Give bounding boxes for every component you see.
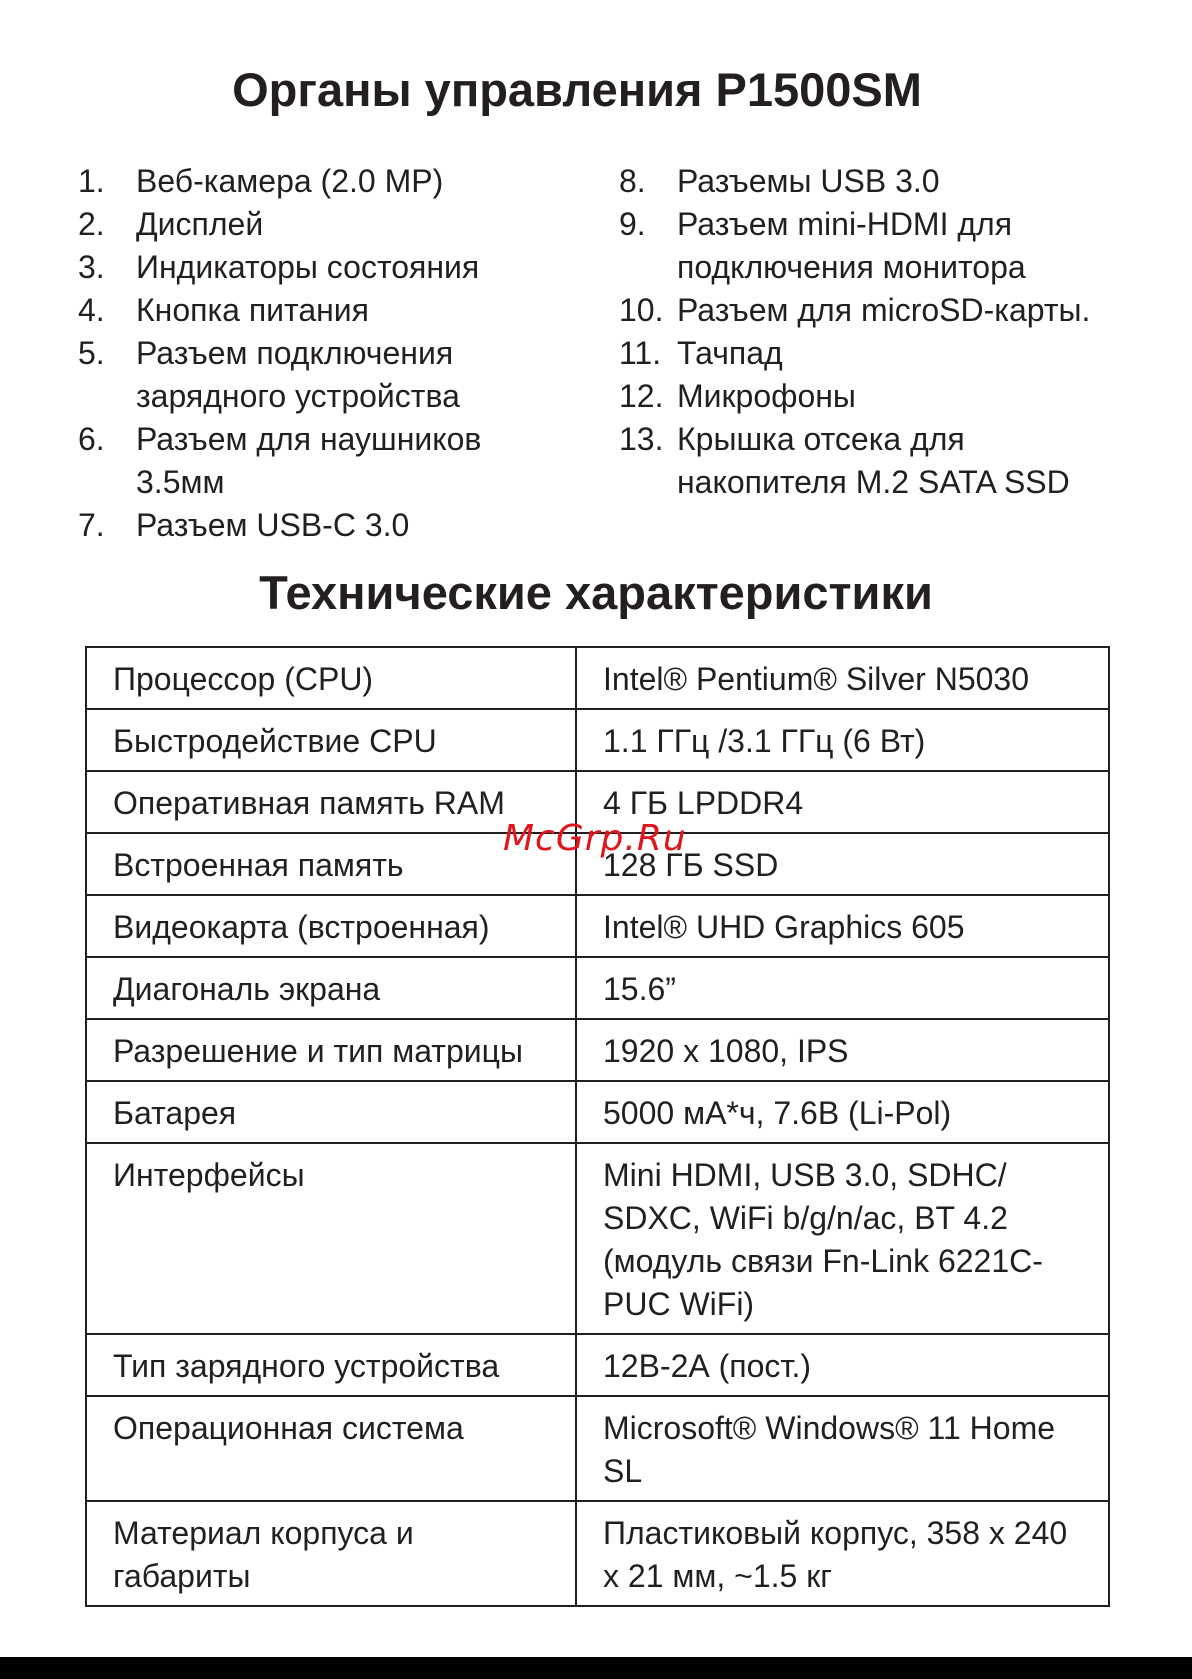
list-item bbox=[619, 289, 1139, 332]
item-text: Веб-камера (2.0 MP) bbox=[136, 163, 444, 199]
item-number: 6. bbox=[78, 421, 105, 457]
item-text: Кнопка питания bbox=[136, 292, 369, 328]
spec-value: 4 ГБ LPDDR4 bbox=[576, 771, 1109, 833]
spec-key: Разрешение и тип матрицы bbox=[86, 1019, 576, 1081]
table-row bbox=[86, 1501, 1109, 1606]
item-number: 9. bbox=[619, 206, 646, 242]
item-number: 7. bbox=[78, 507, 105, 543]
spec-key: Материал корпуса и габариты bbox=[86, 1501, 576, 1606]
list-item bbox=[78, 160, 558, 203]
item-text: Разъемы USB 3.0 bbox=[677, 163, 940, 199]
item-text: Разъем для microSD-карты. bbox=[677, 292, 1091, 328]
table-row bbox=[86, 1081, 1109, 1143]
spec-value: Intel® Pentium® Silver N5030 bbox=[576, 647, 1109, 709]
spec-key: Тип зарядного устройства bbox=[86, 1334, 576, 1396]
list-item bbox=[619, 375, 1139, 418]
watermark: McGrp.Ru bbox=[503, 818, 687, 859]
spec-key: Операционная система bbox=[86, 1396, 576, 1501]
list-item bbox=[78, 246, 558, 289]
list-item bbox=[78, 504, 558, 547]
table-row bbox=[86, 957, 1109, 1019]
list-item bbox=[619, 203, 1139, 289]
list-item bbox=[619, 160, 1139, 203]
table-row bbox=[86, 1019, 1109, 1081]
spec-key: Быстродействие CPU bbox=[86, 709, 576, 771]
table-row bbox=[86, 1143, 1109, 1334]
item-number: 11. bbox=[619, 335, 662, 371]
spec-key: Видеокарта (встроенная) bbox=[86, 895, 576, 957]
item-text: Разъем mini-HDMI для подключения монитора bbox=[677, 206, 1026, 285]
spec-key: Процессор (CPU) bbox=[86, 647, 576, 709]
item-number: 2. bbox=[78, 206, 105, 242]
spec-key: Интерфейсы bbox=[86, 1143, 576, 1334]
list-item bbox=[619, 418, 1139, 504]
table-row bbox=[86, 1396, 1109, 1501]
spec-value: 15.6” bbox=[576, 957, 1109, 1019]
item-number: 5. bbox=[78, 335, 105, 371]
spec-value: Intel® UHD Graphics 605 bbox=[576, 895, 1109, 957]
item-number: 10. bbox=[619, 292, 664, 328]
spec-key: Диагональ экрана bbox=[86, 957, 576, 1019]
item-text: Индикаторы состояния bbox=[136, 249, 480, 285]
spec-value: Пластиковый корпус, 358 x 240 x 21 мм, ~1.5 кг bbox=[576, 1501, 1109, 1606]
spec-value: 5000 мА*ч, 7.6В (Li-Pol) bbox=[576, 1081, 1109, 1143]
list-item bbox=[78, 332, 558, 418]
item-number: 8. bbox=[619, 163, 646, 199]
table-row bbox=[86, 895, 1109, 957]
item-number: 4. bbox=[78, 292, 105, 328]
item-text: Тачпад bbox=[677, 335, 783, 371]
specs-table bbox=[85, 646, 1110, 1607]
controls-list-left bbox=[78, 160, 558, 547]
item-text: Крышка отсека для накопителя M.2 SATA SSD bbox=[677, 421, 1070, 500]
spec-key: Оперативная память RAM bbox=[86, 771, 576, 833]
list-item bbox=[78, 418, 558, 504]
list-item bbox=[619, 332, 1139, 375]
spec-value: 128 ГБ SSD bbox=[576, 833, 1109, 895]
table-row bbox=[86, 709, 1109, 771]
spec-value: Mini HDMI, USB 3.0, SDHC/ SDXC, WiFi b/g/n/ac, BT 4.2 (модуль связи Fn-Link 6221C-PUC WiFi) bbox=[576, 1143, 1109, 1334]
spec-key: Встроенная память bbox=[86, 833, 576, 895]
item-number: 1. bbox=[78, 163, 105, 199]
list-item bbox=[78, 203, 558, 246]
spec-value: Microsoft® Windows® 11 Home SL bbox=[576, 1396, 1109, 1501]
controls-title: Органы управления P1500SM bbox=[232, 63, 922, 116]
table-row bbox=[86, 1334, 1109, 1396]
table-row bbox=[86, 647, 1109, 709]
spec-key: Батарея bbox=[86, 1081, 576, 1143]
item-text: Дисплей bbox=[136, 206, 264, 242]
item-text: Разъем USB-C 3.0 bbox=[136, 507, 410, 543]
item-text: Разъем подключения зарядного устройства bbox=[136, 335, 460, 414]
controls-list-right bbox=[619, 160, 1139, 504]
spec-value: 12В-2А (пост.) bbox=[576, 1334, 1109, 1396]
item-number: 12. bbox=[619, 378, 664, 414]
item-number: 3. bbox=[78, 249, 105, 285]
list-item bbox=[78, 289, 558, 332]
bottom-bar bbox=[0, 1657, 1192, 1679]
item-text: Микрофоны bbox=[677, 378, 856, 414]
specs-title: Технические характеристики bbox=[259, 566, 933, 619]
spec-value: 1920 x 1080, IPS bbox=[576, 1019, 1109, 1081]
item-number: 13. bbox=[619, 421, 664, 457]
spec-value: 1.1 ГГц /3.1 ГГц (6 Вт) bbox=[576, 709, 1109, 771]
item-text: Разъем для наушников 3.5мм bbox=[136, 421, 482, 500]
